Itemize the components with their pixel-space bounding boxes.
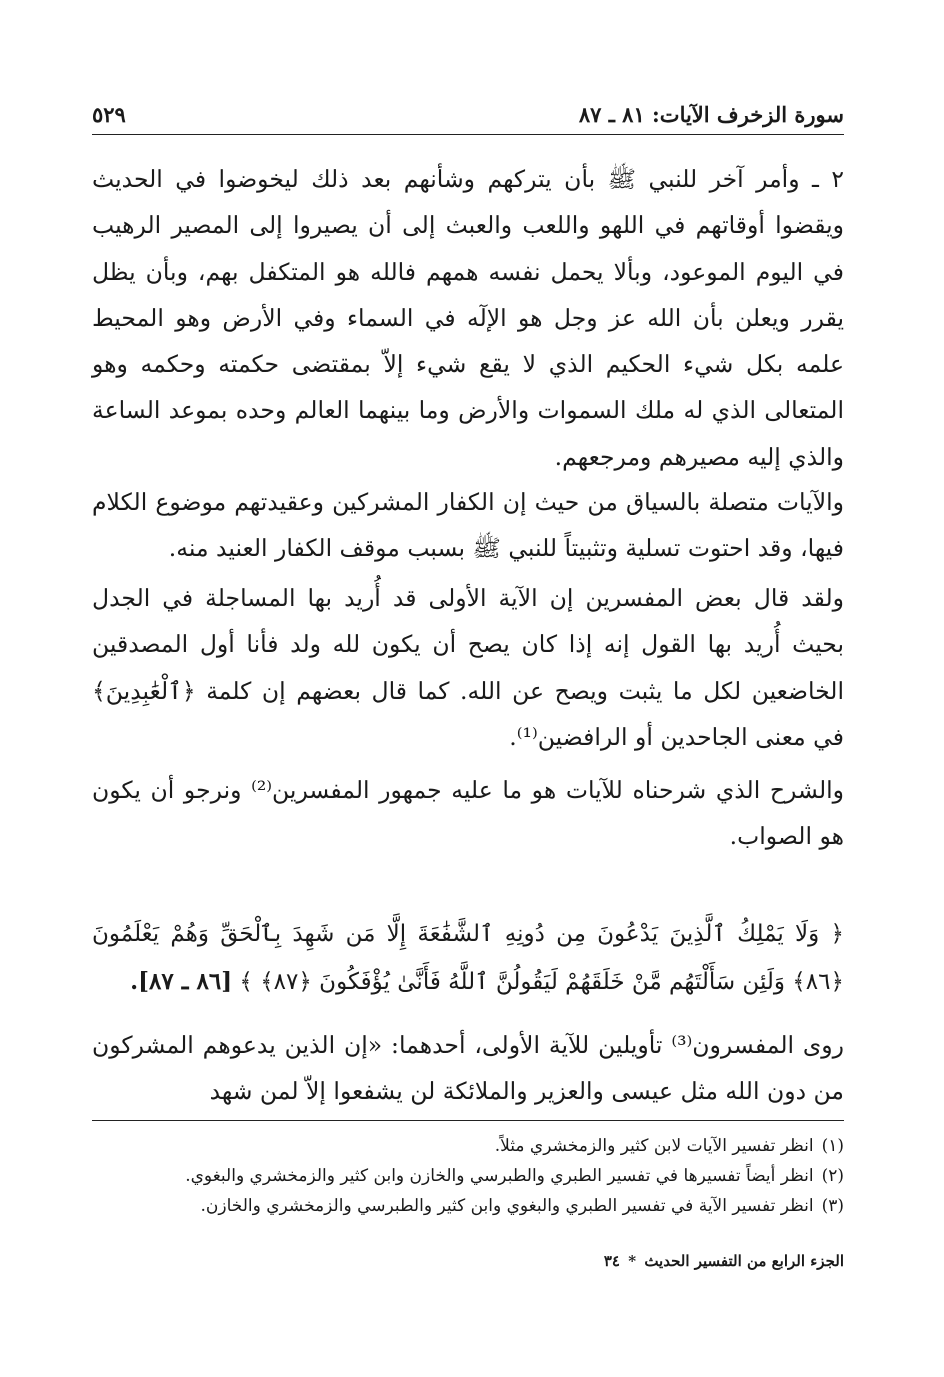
volume-label: الجزء الرابع من التفسير الحديث [644,1252,844,1270]
paragraph-conclusion: والشرح الذي شرحناه للآيات هو ما عليه جمهور المفسرين⁽²⁾ ونرجو أن يكون هو الصواب. [92,776,844,851]
paragraph-exegetes: ولقد قال بعض المفسرين إن الآية الأولى قد أُريد بها المساجلة في الجدل بحيث أُريد بها القول إنه إذا كان يصح أن يكون لله ولد فأنا أول المصدقين الخاضعين لكل ما يثبت ويصح عن الله. كما قال بعضهم إن كلمة ﴿ٱلْعَٰبِدِينَ﴾ في معنى الجاحدين أو الرافضين⁽¹⁾. [92,584,844,751]
header-rule [92,134,844,135]
footnote-text: انظر تفسير الآية في تفسير الطبري والبغوي وابن كثير والطبرسي والزمخشري والخازن. [200,1196,814,1216]
footnote-text: انظر تفسير الآيات لابن كثير والزمخشري مثلاً. [494,1136,814,1156]
paragraph-context: والآيات متصلة بالسياق من حيث إن الكفار المشركين وعقيدتهم موضوع الكلام فيها، وقد احتوت تسلية وتثبيتاً للنبي ﷺ بسبب موقف الكفار العنيد منه. [92,488,844,563]
footnote-number: (١) [821,1136,844,1156]
paragraph-interpretations: روى المفسرون⁽³⁾ تأويلين للآية الأولى، أحدهما: «إن الذين يدعوهم المشركون من دون الله مثل عيسى والعزير والملائكة لن يشفعوا إلاّ لمن شهد [92,1031,844,1106]
running-title: سورة الزخرف الآيات: ٨١ ـ ٨٧ [578,101,844,127]
footnote-number: (٣) [821,1196,844,1216]
running-header [92,96,844,132]
signature-number: ٣٤ [603,1252,620,1270]
footnote-text: انظر أيضاً تفسيرها في تفسير الطبري والطبرسي والخازن وابن كثير والزمخشري والبغوي. [185,1166,814,1186]
footnote-2 [92,1161,844,1191]
volume-signature [604,1252,844,1270]
footnote-3 [92,1191,844,1221]
verse-reference: [٨٦ ـ ٨٧]. [130,968,233,995]
footnote-1 [92,1131,844,1161]
verse-text: ﴿ وَلَا يَمْلِكُ ٱلَّذِينَ يَدْعُونَ مِن دُونِهِ ٱلشَّفَٰعَةَ إِلَّا مَن شَهِدَ بِٱلْحَقِّ وَهُمْ يَعْلَمُونَ ﴿٨٦﴾ وَلَئِن سَأَلْتَهُم مَّنْ خَلَقَهُمْ لَيَقُولُنَّ ٱللَّهُ فَأَنَّىٰ يُؤْفَكُونَ ﴿٨٧﴾ ﴾ [92,921,844,995]
paragraph-commentary-2: ٢ ـ وأمر آخر للنبي ﷺ بأن يتركهم وشأنهم بعد ذلك ليخوضوا في الحديث ويقضوا أوقاتهم في اللهو واللعب والعبث إلى أن يصيروا إلى المصير الرهيب في اليوم الموعود، وبألا يحمل نفسه همهم فالله هو المتكفل بهم، وبأن يظل يقرر ويعلن بأن الله عز وجل هو الإلٓه في السماء وفي الأرض وهو المحيط علمه بكل شيء الحكيم الذي لا يقع شيء إلاّ بمقتضى حكمته وحكمه وهو المتعالى الذي له ملك السموات والأرض وما بينهما العالم وحده بموعد الساعة والذي إليه مصيرهم ومرجعهم. [92,165,844,471]
page-number: ٥٢٩ [92,101,126,127]
footnotes [92,1131,844,1221]
footnote-number: (٢) [821,1166,844,1186]
footnote-rule [92,1120,844,1121]
asterisk-icon: * [628,1252,637,1270]
quran-verse-block [92,910,844,1006]
book-page [92,0,844,1377]
